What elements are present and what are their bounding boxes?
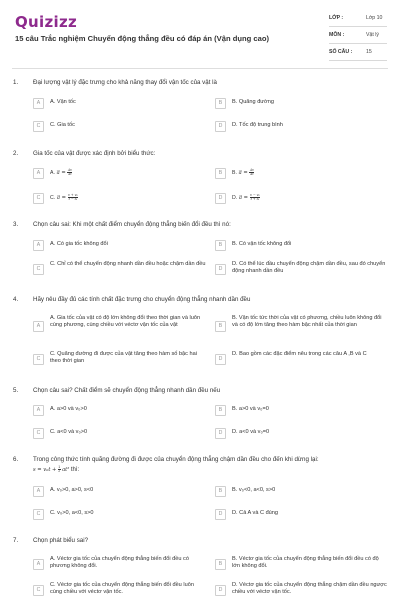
option-b[interactable] xyxy=(215,97,389,110)
question-number: 1. xyxy=(13,79,19,86)
option-letter-box: B xyxy=(215,98,226,109)
option-text: A. Véctơ gia tốc của chuyển động thẳng biến đổi đều có phương không đổi. xyxy=(50,556,189,570)
option-text: D. Bao gồm các đặc điểm nêu trong các câu A ,B và C xyxy=(232,351,367,357)
option-c[interactable] xyxy=(33,580,207,600)
option-text: B. v₀<0, a<0, s>0 xyxy=(232,487,276,493)
option-text: B. Véctơ gia tốc của chuyển động thẳng biến đổi đều có độ lớn không đổi. xyxy=(232,556,379,570)
option-text: D. Có thể lúc đầu chuyển động chậm dần đều, sau đó chuyển động nhanh dần đều xyxy=(232,261,386,275)
option-text: D. Cả A và C đúng xyxy=(232,510,279,516)
option-d[interactable] xyxy=(215,120,389,133)
option-text: B. Có vận tốc không đổi xyxy=(232,241,292,247)
question-text: Trong công thức tính quãng đường đi được của chuyển động thẳng chậm dần đều cho đến khi dừng lại: xyxy=(33,456,319,463)
fraction: $\frac{\text{v − v₀}}{\text{t + t₀}}$ xyxy=(250,193,260,202)
option-a[interactable] xyxy=(33,554,207,576)
option-c[interactable] xyxy=(33,427,207,440)
option-a[interactable] xyxy=(33,485,207,498)
option-letter-box: C xyxy=(33,354,44,365)
question-text: Chọn câu sai: Khi một chất điểm chuyển động thẳng biến đổi đều thì nó: xyxy=(33,221,231,228)
option-b[interactable] xyxy=(215,404,389,417)
option-letter-box: A xyxy=(33,405,44,416)
option-c[interactable] xyxy=(33,508,207,521)
question-number: 7. xyxy=(13,537,19,544)
option-formula: A. → a = $\frac{\Delta v}{\Delta t}$ xyxy=(50,169,206,177)
option-letter-box: C xyxy=(33,585,44,596)
meta-value: Vật lý xyxy=(366,32,379,38)
option-letter-box: D xyxy=(215,509,226,520)
meta-value: 15 xyxy=(366,49,372,55)
option-a[interactable] xyxy=(33,404,207,417)
option-letter-box: A xyxy=(33,98,44,109)
option-letter-box: A xyxy=(33,168,44,179)
option-letter-box: C xyxy=(33,509,44,520)
option-text: D. Véctơ gia tốc của chuyển động thẳng chậm dần đều ngược chiều với véctơ vận tốc. xyxy=(232,582,387,596)
question-number: 2. xyxy=(13,150,19,157)
question-number: 6. xyxy=(13,456,19,463)
header-divider xyxy=(12,68,388,69)
question-formula: s = v₀t + $\frac{1}{2}$ at² thì: xyxy=(33,465,80,474)
option-letter-box: B xyxy=(215,321,226,332)
option-b[interactable] xyxy=(215,313,389,341)
option-b[interactable] xyxy=(215,554,389,576)
option-letter-box: C xyxy=(33,193,44,204)
option-b[interactable] xyxy=(215,239,389,252)
option-d[interactable] xyxy=(215,580,389,600)
option-text: C. Quãng đường đi được của vật tăng theo hàm số bậc hai theo thời gian xyxy=(50,351,197,365)
fraction: $\frac{1}{2}$ xyxy=(58,465,61,474)
option-b[interactable] xyxy=(215,485,389,498)
option-d[interactable] xyxy=(215,259,389,281)
meta-row-subject xyxy=(329,29,387,44)
meta-row-count xyxy=(329,46,387,61)
option-c[interactable] xyxy=(33,259,207,281)
meta-label: LỚP : xyxy=(329,15,344,21)
option-text: C. Gia tốc xyxy=(50,122,75,128)
document-header xyxy=(0,0,400,64)
option-d[interactable] xyxy=(215,349,389,371)
fraction: $\frac{\text{v + v₀}}{\text{t − t₀}}$ xyxy=(68,193,78,202)
option-text: A. v₀>0, a>0, s<0 xyxy=(50,487,94,493)
meta-label: SỐ CÂU : xyxy=(329,49,353,55)
option-d[interactable] xyxy=(215,508,389,521)
option-text: C. Véctơ gia tốc của chuyển động thẳng biến đổi đều luôn cùng chiều với véctơ vận tốc. xyxy=(50,582,194,596)
option-text: C. Chỉ có thể chuyển động nhanh dần đều hoặc chậm dần đều xyxy=(50,261,206,267)
option-text: B. Quãng đường xyxy=(232,99,274,105)
option-letter-box: C xyxy=(33,428,44,439)
option-letter-box: D xyxy=(215,121,226,132)
option-letter-box: D xyxy=(215,585,226,596)
option-b[interactable] xyxy=(215,167,389,180)
option-a[interactable] xyxy=(33,239,207,252)
option-text: A. Có gia tốc không đổi xyxy=(50,241,108,247)
meta-row-class xyxy=(329,12,387,27)
option-letter-box: D xyxy=(215,354,226,365)
option-d[interactable] xyxy=(215,427,389,440)
option-a[interactable] xyxy=(33,167,207,180)
question-text: Chọn phát biểu sai? xyxy=(33,537,89,544)
question-number: 3. xyxy=(13,221,19,228)
option-a[interactable] xyxy=(33,313,207,341)
question-text: Chọn câu sai? Chất điểm sẽ chuyển động thẳng nhanh dần đều nếu xyxy=(33,387,221,394)
option-formula: D. → a = $\frac{\text{v − v₀}}{\text{t + t₀}}$ xyxy=(232,194,388,202)
option-letter-box: A xyxy=(33,240,44,251)
option-letter-box: B xyxy=(215,405,226,416)
option-text: C. a<0 và v₀>0 xyxy=(50,429,88,435)
option-text: A. Gia tốc của vật có độ lớn không đổi theo thời gian và luôn cùng phương, cùng chiều với véctơ vận tốc của vật xyxy=(50,315,201,329)
meta-label: MÔN : xyxy=(329,32,345,38)
option-letter-box: D xyxy=(215,428,226,439)
option-text: A. a>0 và v₀>0 xyxy=(50,406,87,412)
option-text: D. a<0 và v₀=0 xyxy=(232,429,270,435)
option-letter-box: B xyxy=(215,168,226,179)
option-letter-box: B xyxy=(215,240,226,251)
fraction: $\frac{\Delta v}{\Delta t}$ xyxy=(249,168,254,177)
option-d[interactable] xyxy=(215,192,389,205)
option-text: B. a>0 và v₀=0 xyxy=(232,406,269,412)
meta-value: Lớp 10 xyxy=(366,15,383,21)
question-text: Đại lượng vật lý đặc trưng cho khả năng thay đổi vận tốc của vật là xyxy=(33,79,217,86)
option-text: D. Tốc độ trung bình xyxy=(232,122,283,128)
option-formula: B. → a = $\frac{\Delta v}{\Delta t}$ xyxy=(232,169,388,177)
option-letter-box: A xyxy=(33,321,44,332)
option-c[interactable] xyxy=(33,349,207,371)
option-letter-box: A xyxy=(33,559,44,570)
option-text: A. Vận tốc xyxy=(50,99,76,105)
question-number: 4. xyxy=(13,296,19,303)
document-title: 15 câu Trắc nghiệm Chuyển động thẳng đều có đáp án (Vận dụng cao) xyxy=(15,34,269,43)
option-letter-box: B xyxy=(215,486,226,497)
quizizz-logo: Quizizz xyxy=(15,13,78,31)
option-letter-box: C xyxy=(33,121,44,132)
fraction: $\frac{\Delta v}{\Delta t}$ xyxy=(67,168,72,177)
option-formula: C. → a = $\frac{\text{v + v₀}}{\text{t − t₀}}$ xyxy=(50,194,206,202)
option-text: C. v₀>0, a<0, s>0 xyxy=(50,510,94,516)
option-letter-box: C xyxy=(33,264,44,275)
option-c[interactable] xyxy=(33,120,207,133)
question-text: Gia tốc của vật được xác định bởi biểu thức: xyxy=(33,150,156,157)
option-letter-box: D xyxy=(215,264,226,275)
option-letter-box: A xyxy=(33,486,44,497)
meta-panel xyxy=(329,12,387,63)
option-a[interactable] xyxy=(33,97,207,110)
option-text: B. Vận tốc tức thời của vật có phương, chiều luôn không đổi và có độ lớn tăng theo hàm bậc nhất của thời gian xyxy=(232,315,382,329)
option-letter-box: B xyxy=(215,559,226,570)
option-letter-box: D xyxy=(215,193,226,204)
option-c[interactable] xyxy=(33,192,207,205)
question-number: 5. xyxy=(13,387,19,394)
question-text: Hãy nêu đầy đủ các tính chất đặc trưng cho chuyển động thẳng nhanh dần đều xyxy=(33,296,251,303)
